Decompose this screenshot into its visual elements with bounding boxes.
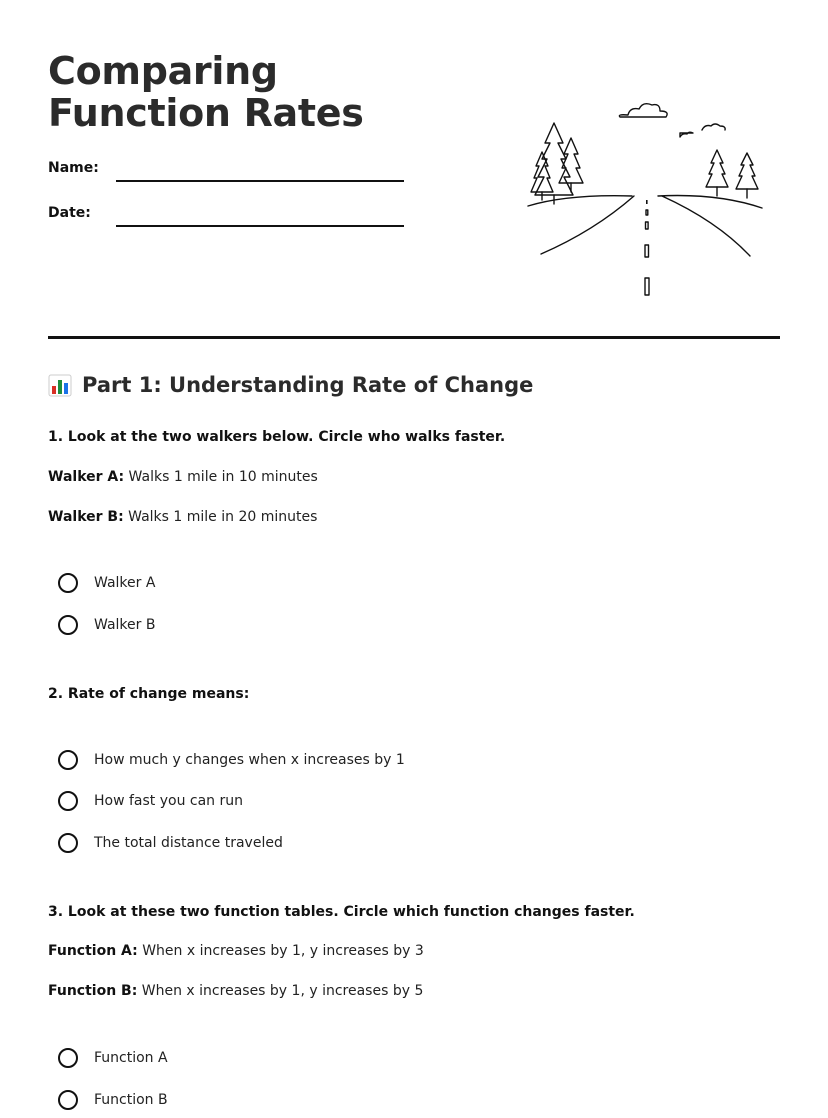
radio-button[interactable] — [58, 833, 78, 853]
q2-option-2[interactable] — [58, 791, 243, 811]
walker-a-info — [48, 469, 318, 485]
q3-option-function-a[interactable] — [58, 1048, 168, 1068]
bar-chart-icon — [48, 373, 72, 397]
walker-b-info — [48, 509, 317, 525]
walker-a-text: Walks 1 mile in 10 minutes — [128, 469, 318, 485]
option-label: Function B — [94, 1092, 168, 1108]
option-label: Function A — [94, 1050, 168, 1066]
walker-b-label: Walker B: — [48, 509, 124, 525]
function-b-text: When x increases by 1, y increases by 5 — [141, 983, 424, 999]
radio-button[interactable] — [58, 791, 78, 811]
section-divider — [48, 336, 780, 339]
page-title: Comparing Function Rates — [48, 49, 364, 135]
q1-option-walker-b[interactable] — [58, 615, 155, 635]
option-label: How much y changes when x increases by 1 — [94, 752, 405, 768]
walker-a-label: Walker A: — [48, 469, 125, 485]
function-b-label: Function B: — [48, 983, 138, 999]
date-field[interactable] — [116, 225, 404, 227]
radio-button[interactable] — [58, 1048, 78, 1068]
radio-button[interactable] — [58, 615, 78, 635]
q3-option-function-b[interactable] — [58, 1090, 168, 1110]
option-label: Walker A — [94, 575, 156, 591]
q2-option-3[interactable] — [58, 833, 283, 853]
function-a-info — [48, 943, 424, 959]
function-b-info — [48, 983, 423, 999]
walker-b-text: Walks 1 mile in 20 minutes — [128, 509, 318, 525]
question-3-prompt: 3. Look at these two function tables. Circle which function changes faster. — [48, 904, 635, 920]
road-landscape-illustration — [520, 92, 770, 302]
option-label: The total distance traveled — [94, 835, 283, 851]
question-1-prompt: 1. Look at the two walkers below. Circle who walks faster. — [48, 429, 506, 445]
option-label: How fast you can run — [94, 793, 244, 809]
radio-button[interactable] — [58, 750, 78, 770]
function-a-label: Function A: — [48, 943, 138, 959]
function-a-text: When x increases by 1, y increases by 3 — [142, 943, 424, 959]
option-label: Walker B — [94, 617, 156, 633]
name-field[interactable] — [116, 180, 404, 182]
part1-title: Part 1: Understanding Rate of Change — [82, 373, 534, 397]
name-label: Name: — [48, 160, 99, 176]
radio-button[interactable] — [58, 573, 78, 593]
q1-option-walker-a[interactable] — [58, 573, 155, 593]
date-label: Date: — [48, 205, 91, 221]
part1-heading — [48, 373, 533, 397]
radio-button[interactable] — [58, 1090, 78, 1110]
question-2-prompt: 2. Rate of change means: — [48, 686, 250, 702]
q2-option-1[interactable] — [58, 750, 405, 770]
